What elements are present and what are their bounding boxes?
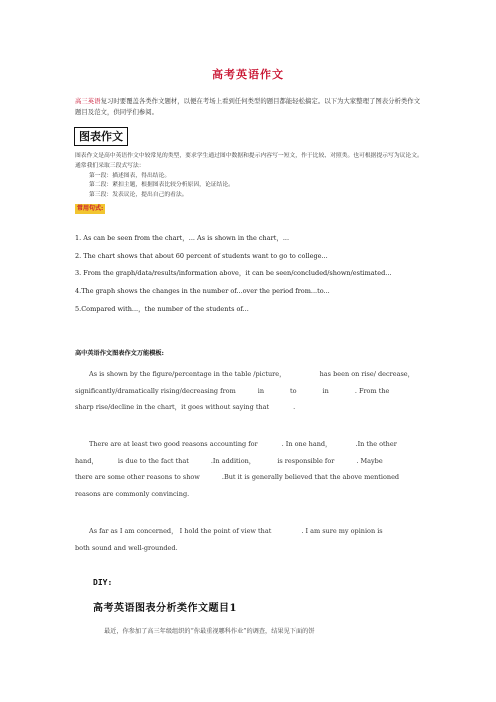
intro-highlight: 高三英语: [75, 97, 101, 105]
para1-line: significantly/dramatically rising/decreasing from in to in . From the: [75, 386, 390, 395]
step-1: 第一段：描述图表，得出结论。: [89, 172, 171, 179]
description-text: 图表作文是高中英语作文中较常见的类型，要求学生通过图中数据和提示内容写一短文，作于比较、对照类。也可根据提示写为议论文。通常我们采取三段式写法：: [75, 153, 423, 169]
intro-paragraph: [75, 96, 423, 118]
step-3: 第三段：发表议论，提出自己的看法。: [89, 192, 188, 199]
para2-line: hand， is due to the fact that .In addition， is responsible for . Maybe: [75, 456, 383, 465]
step-2: 第二段：紧扣主题，根据图表比较分析原因，论证结论。: [89, 182, 234, 189]
section-heading: 图表作文: [74, 127, 128, 146]
exercise-prompt: 最近，你参加了高三年级组织的“你最重视哪科作业”的调查，结果见下面的饼: [104, 628, 315, 635]
description-block: [75, 152, 425, 201]
diy-label: DIY:: [93, 578, 113, 587]
para2-line: there are some other reasons to show .But it is generally believed that the above mentioned: [75, 473, 400, 481]
para1-line: sharp rise/decline in the chart，it goes without saying that .: [75, 403, 296, 411]
page-title: 高考英语作文: [212, 68, 284, 81]
phrase-4: 4.The graph shows the changes in the number of...over the period from...to...: [75, 287, 330, 295]
phrases-label: 常用句式:: [77, 205, 104, 212]
exercise-title: 高考英语图表分析类作文题目1: [93, 603, 237, 614]
phrase-2: 2. The chart shows that about 60 percent of students want to go to college...: [75, 252, 328, 260]
intro-text: 复习时要覆盖各类作文题材，以便在考场上看到任何类型的题目都能轻松搞定。以下为大家整理了图表分析类作文题目及范文，供同学们参阅。: [75, 97, 421, 116]
phrase-1: 1. As can be seen from the chart，... As is shown in the chart，...: [75, 234, 290, 242]
template-heading: 高中英语作文图表作文万能模板:: [75, 350, 164, 357]
para1-line: As is shown by the figure/percentage in the table /picture， has been on rise/ decrease，: [89, 370, 415, 378]
template-paragraph-3: [75, 523, 421, 556]
para3-line: As far as I am concerned， I hold the point of view that . I am sure my opinion is: [89, 527, 383, 535]
template-paragraph-1: [75, 366, 421, 416]
phrase-3: 3. From the graph/data/results/information above，it can be seen/concluded/shown/estimated...: [75, 269, 392, 277]
para2-line: reasons are commonly convincing.: [75, 489, 190, 498]
template-paragraph-2: [75, 436, 421, 502]
para2-line: There are at least two good reasons accounting for . In one hand， .In the other: [89, 440, 397, 448]
para3-line: both sound and well-grounded.: [75, 543, 178, 552]
phrase-5: 5.Compared with...，the number of the students of...: [75, 305, 249, 313]
